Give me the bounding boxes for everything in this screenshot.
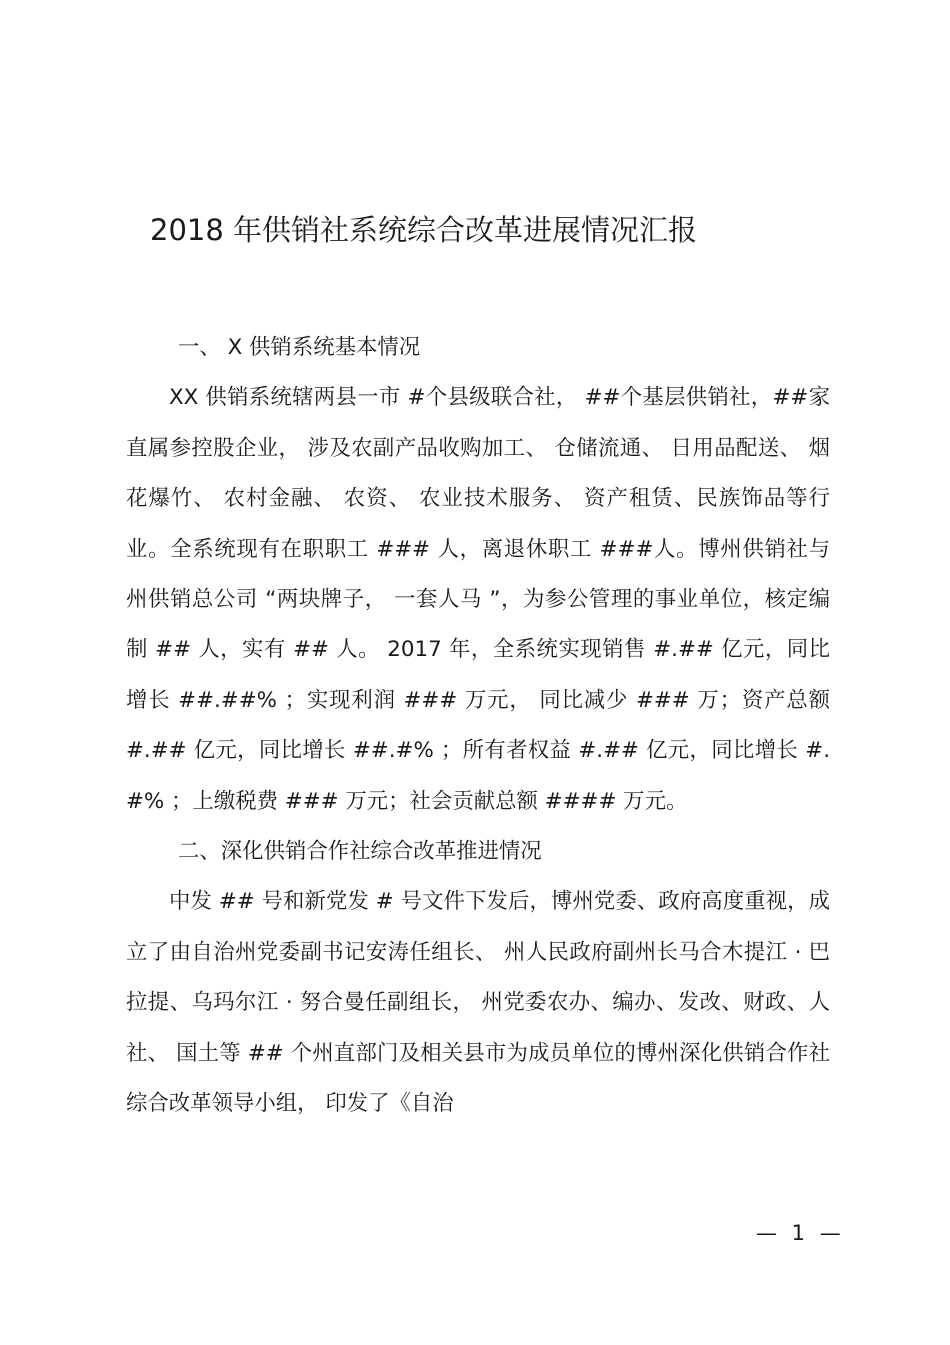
section-heading-2: 二、深化供销合作社综合改革推进情况 bbox=[178, 839, 542, 865]
page-number: — 1 — bbox=[756, 1221, 845, 1245]
section-paragraph-1: XX 供销系统辖两县一市 #个县级联合社， ##个基层供销社，##家直属参控股企业， 涉及农副产品收购加工、 仓储流通、 日用品配送、 烟花爆竹、 农村金融、 农资、 农业技术服务、 资产租赁、民族饰品等行业。全系统现有在职职工 ### 人，离退休职工 ###人。博州供销社与州供销总公司 “两块牌子， 一套人马 ”，为参公管理的事业单位，核定编制 ## 人，实有 ## 人。 2017 年，全系统实现销售 #.## 亿元，同比增长 ##.##% ；实现利润 ### 万元， 同比减少 ### 万；资产总额 #.## 亿元，同比增长 ##.#% ；所有者权益 #.## 亿元，同比增长 #.#% ；上缴税费 ### 万元；社会贡献总额 #### 万元。 bbox=[126, 385, 830, 814]
section-heading-1: 一、 X 供销系统基本情况 bbox=[178, 335, 421, 360]
document-body bbox=[126, 323, 830, 1130]
section-paragraph-2: 中发 ## 号和新党发 # 号文件下发后，博州党委、政府高度重视，成立了由自治州党委副书记安涛任组长、 州人民政府副州长马合木提江 · 巴拉提、乌玛尔江 · 努合曼任副组长， 州党委农办、编办、发改、财政、人社、 国土等 ## 个州直部门及相关县市为成员单位的博州深化供销合作社综合改革领导小组， 印发了《自治 bbox=[126, 889, 830, 1117]
document-title: 2018 年供销社系统综合改革进展情况汇报 bbox=[150, 213, 698, 247]
